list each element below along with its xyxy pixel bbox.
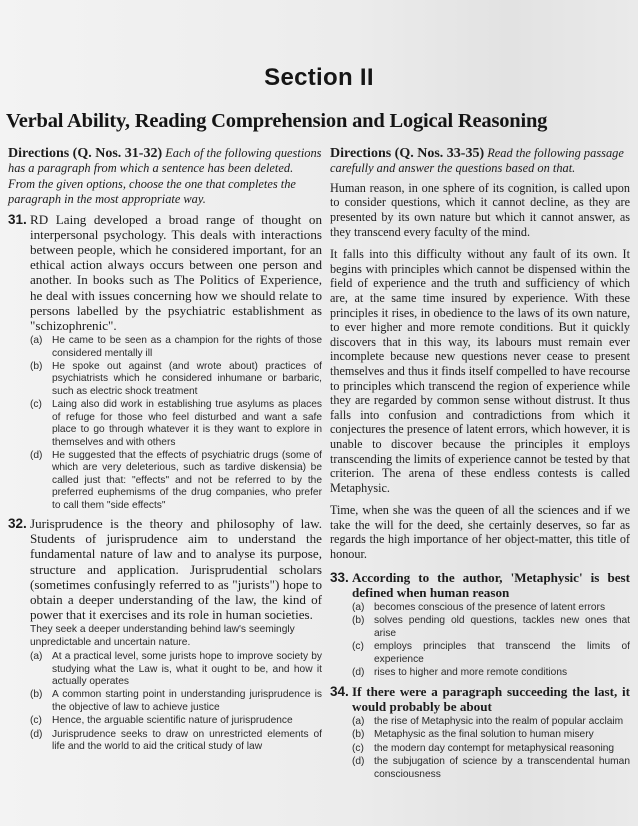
option-c xyxy=(352,641,630,666)
option-label: (d) xyxy=(30,728,43,740)
option-text: He came to be seen as a champion for the rights of those considered mentally ill xyxy=(52,335,322,359)
option-label: (b) xyxy=(30,361,43,373)
option-text: the rise of Metaphysic into the realm of popular acclaim xyxy=(374,715,624,727)
directions-right-text: Read the following passage carefully and answer the questions based on that. xyxy=(330,146,624,176)
option-label: (a) xyxy=(352,715,365,727)
options-list xyxy=(352,602,630,679)
option-text: Laing also did work in establishing true asylums as places of refuge for those who feel disturbed and want a safe place to go through whatever it is they want to explore in themselves and with others xyxy=(52,399,322,448)
option-text: He spoke out against (and wrote about) practices of psychiatrists which he considered inhumane or barbaric, such as electric shock treatment xyxy=(52,361,322,397)
option-text: the modern day contempt for metaphysical reasoning xyxy=(374,742,615,754)
option-text: the subjugation of science by a transcendental human consciousness xyxy=(374,756,630,780)
option-text: rises to higher and more remote conditions xyxy=(374,667,568,679)
option-label: (a) xyxy=(30,335,43,347)
option-c xyxy=(30,399,322,449)
options-list xyxy=(30,335,322,512)
option-a xyxy=(352,602,630,614)
option-b xyxy=(352,729,630,741)
option-label: (c) xyxy=(30,399,42,411)
option-text: solves pending old questions, tackles new ones that arise xyxy=(374,615,630,639)
question-number: 33. xyxy=(330,569,349,585)
option-a xyxy=(30,651,322,688)
passage-paragraph-3: Time, when she was the queen of all the sciences and if we take the will for the deed, she certainly deserves, so far as regards the high importance of her object-matter, this title of honour. xyxy=(330,503,630,562)
option-label: (a) xyxy=(352,602,365,614)
option-label: (c) xyxy=(30,715,42,727)
directions-left-text: Each of the following questions has a paragraph from which a sentence has been deleted. From the given options, choose the one that completes the paragraph in the most appropriate way. xyxy=(8,146,322,207)
option-b xyxy=(30,689,322,714)
option-text: A common starting point in understanding jurisprudence is the objective of law to achieve justice xyxy=(52,689,322,713)
option-label: (c) xyxy=(352,742,364,754)
option-d xyxy=(30,729,322,754)
options-list xyxy=(30,651,322,753)
directions-right-heading: Directions (Q. Nos. 33-35) xyxy=(330,146,485,161)
directions-left xyxy=(8,146,322,208)
option-text: Metaphysic as the final solution to human misery xyxy=(374,729,594,741)
question-continuation: They seek a deeper understanding behind law's seemingly unpredictable and uncertain nature. xyxy=(30,624,295,648)
main-title: Verbal Ability, Reading Comprehension and Logical Reasoning xyxy=(6,110,548,132)
question-number: 34. xyxy=(330,683,349,699)
option-text: At a practical level, some jurists hope to improve society by studying what the Law is, what it ought to be, and how it actually operates xyxy=(52,651,322,687)
option-label: (d) xyxy=(352,756,365,768)
option-text: Jurisprudence seeks to draw on unrestricted elements of life and the world to aid the critical study of law xyxy=(52,728,322,753)
option-b xyxy=(352,615,630,640)
option-text: Hence, the arguable scientific nature of jurisprudence xyxy=(52,715,293,727)
question-34 xyxy=(330,684,630,781)
option-label: (b) xyxy=(352,729,365,741)
left-column xyxy=(8,146,322,754)
option-label: (b) xyxy=(30,689,43,701)
passage-paragraph-2: It falls into this difficulty without any fault of its own. It begins with principles which cannot be dispensed within the field of experience and the truth and sufficiency of which are, at the same time insured by experience. With these principles it rises, in obedience to the laws of its own nature, to ever higher and more remote conditions. But it quickly discovers that in this way, its labours must remain ever incomplete because new questions never cease to present themselves and thus it finds itself compelled to have recourse to principles which transcend the region of experience while they are regarded by common sense without distrust. It thus falls into confusion and contradictions from which it conjectures the presence of latent errors, which however, it is unable to discover because the principles it employs transcending the limits of experience cannot be tested by that criterion. The arena of these endless contests is called Metaphysic. xyxy=(330,247,630,495)
option-text: becomes conscious of the presence of latent errors xyxy=(374,602,606,614)
question-33 xyxy=(330,570,630,680)
question-stem: If there were a paragraph succeeding the last, it would probably be about xyxy=(352,683,630,714)
option-label: (a) xyxy=(30,651,43,663)
option-b xyxy=(30,361,322,398)
section-title: Section II xyxy=(264,64,374,91)
option-d xyxy=(352,667,630,679)
directions-left-heading: Directions (Q. Nos. 31-32) xyxy=(8,146,163,161)
options-list xyxy=(352,716,630,781)
option-c xyxy=(30,715,322,727)
question-32 xyxy=(8,516,322,753)
option-label: (d) xyxy=(30,449,43,461)
option-d xyxy=(30,450,322,512)
question-31 xyxy=(8,212,322,512)
question-stem: RD Laing developed a broad range of thought on interpersonal psychology. This deals with interactions between people, which he considered important, for an ethical action always occurs between one person and another. In books such as The Politics of Experience, he deal with issues concerning how we should relate to persons labelled by the psychiatric establishment as "schizophrenic". xyxy=(30,211,322,334)
option-a xyxy=(352,716,630,728)
option-text: employs principles that transcend the limits of experience xyxy=(374,641,630,665)
question-number: 32. xyxy=(8,515,27,531)
option-a xyxy=(30,335,322,360)
right-column xyxy=(330,146,630,782)
question-stem: Jurisprudence is the theory and philosophy of law. Students of jurisprudence aim to understand the fundamental nature of law and to analyse its purpose, structure and application. Jurisprudential scholars (sometimes confusingly referred to as "jurists") hope to obtain a deeper understanding of the law, the kind of power that it exercises and its role in human societies. xyxy=(30,515,322,623)
passage-paragraph-1: Human reason, in one sphere of its cognition, is called upon to consider questions, which it cannot decline, as they are presented by its own nature but which it cannot answer, as they transcend every faculty of the mind. xyxy=(330,180,630,239)
question-number: 31. xyxy=(8,211,27,227)
option-label: (d) xyxy=(352,667,365,679)
option-text: He suggested that the effects of psychiatric drugs (some of which are very deleterious, such as tardive diskensia) be called just that: "effects" and not be referred to by the preferred euphemisms of the drug companies, who prefer to call them "side effects" xyxy=(52,449,322,511)
option-c xyxy=(352,743,630,755)
directions-right xyxy=(330,146,630,177)
option-label: (c) xyxy=(352,641,364,653)
option-d xyxy=(352,756,630,781)
question-stem: According to the author, 'Metaphysic' is best defined when human reason xyxy=(352,569,630,600)
option-label: (b) xyxy=(352,615,365,627)
